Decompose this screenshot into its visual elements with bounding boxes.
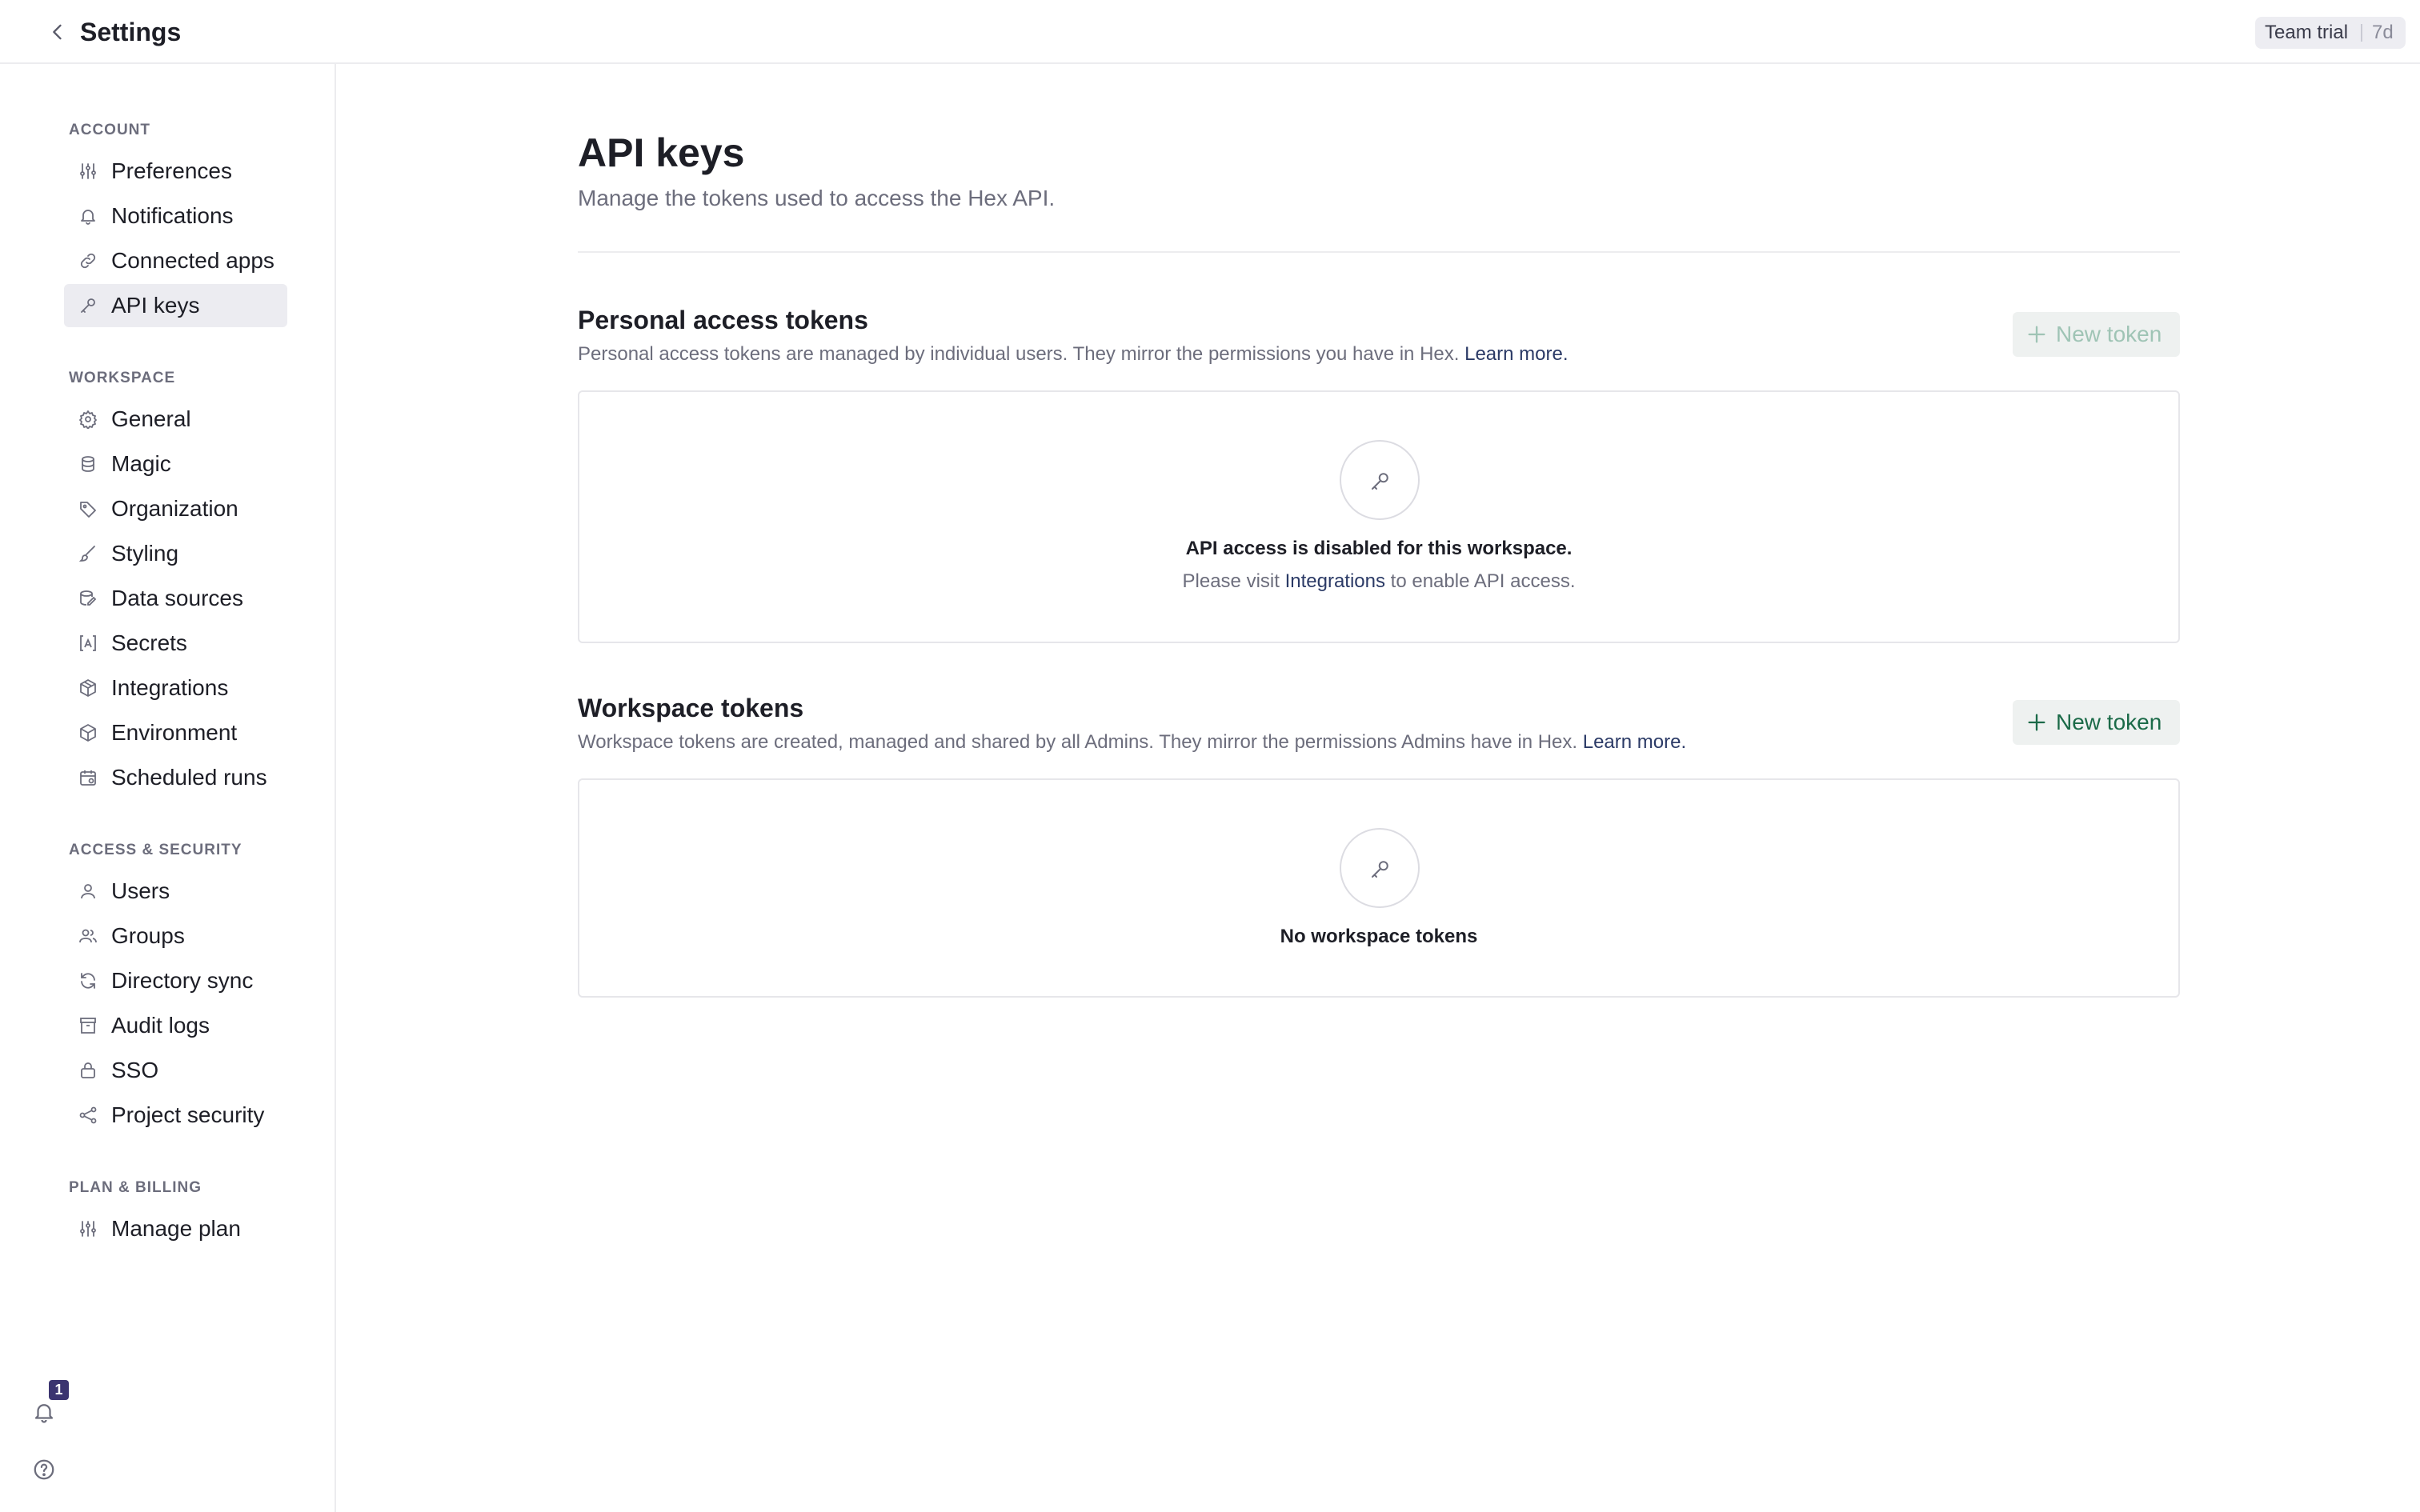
tag-icon [78, 499, 98, 518]
link-icon [78, 251, 98, 270]
sidebar-item-secrets[interactable] [64, 622, 287, 665]
help-circle-icon[interactable] [32, 1458, 56, 1482]
sync-icon [78, 971, 98, 990]
magic-icon [78, 454, 98, 474]
package-icon [78, 678, 98, 698]
page-subtitle: Manage the tokens used to access the Hex API. [578, 186, 1056, 210]
sidebar-item-label: Manage plan [111, 1216, 241, 1241]
sidebar-item-label: Magic [111, 451, 171, 476]
sidebar-item-scheduled-runs[interactable] [64, 756, 287, 799]
users-icon [78, 926, 98, 946]
sidebar-item-directory-sync[interactable] [64, 959, 287, 1002]
sidebar-item-label: Data sources [111, 586, 243, 610]
share-icon [78, 1106, 98, 1125]
section-label-access-security: ACCESS & SECURITY [69, 842, 242, 858]
sidebar-item-label: Users [111, 878, 170, 903]
personal-tokens-description-text: Personal access tokens are managed by individual users. They mirror the permissions you have in Hex. [578, 343, 1460, 365]
sidebar-item-label: General [111, 406, 191, 431]
calendar-icon [78, 768, 98, 787]
section-label-account: ACCOUNT [69, 122, 150, 138]
sidebar-item-users[interactable] [64, 870, 287, 913]
sidebar-item-connected-apps[interactable] [64, 239, 287, 282]
sidebar-item-label: API keys [111, 293, 200, 318]
sidebar-item-label: Scheduled runs [111, 765, 267, 790]
sidebar-item-data-sources[interactable] [64, 577, 287, 620]
empty-state-title: No workspace tokens [1280, 926, 1478, 947]
sidebar-item-environment[interactable] [64, 711, 287, 754]
bell-icon [78, 206, 98, 226]
workspace-tokens-empty-card [578, 778, 2180, 998]
sidebar-item-label: Secrets [111, 630, 187, 655]
empty-state-title: API access is disabled for this workspace. [1185, 538, 1573, 559]
trial-divider [2361, 24, 2362, 42]
key-icon-circle [1340, 828, 1420, 908]
sidebar-item-label: Directory sync [111, 968, 254, 993]
settings-sidebar [0, 64, 336, 1512]
top-bar [0, 0, 2420, 64]
sidebar-item-groups[interactable] [64, 914, 287, 958]
workspace-learn-more-link[interactable]: Learn more. [1582, 731, 1687, 753]
divider [578, 251, 2180, 253]
empty-state-text [579, 570, 2178, 594]
brush-icon [78, 544, 98, 563]
app-title: Settings [80, 18, 182, 46]
workspace-tokens-title: Workspace tokens [578, 694, 804, 722]
sidebar-item-label: Notifications [111, 203, 234, 228]
archive-icon [78, 1016, 98, 1035]
bell-icon[interactable] [32, 1400, 56, 1424]
sidebar-item-label: Groups [111, 923, 185, 948]
personal-tokens-empty-card [578, 390, 2180, 643]
plus-icon [2025, 323, 2048, 346]
sidebar-item-label: SSO [111, 1058, 159, 1082]
key-icon [78, 296, 98, 315]
sidebar-item-magic[interactable] [64, 442, 287, 486]
user-icon [78, 882, 98, 901]
sidebar-item-organization[interactable] [64, 487, 287, 530]
sidebar-item-general[interactable] [64, 398, 287, 441]
new-token-label: New token [2056, 710, 2162, 734]
section-label-workspace: WORKSPACE [69, 370, 176, 386]
cube-icon [78, 723, 98, 742]
new-personal-token-button[interactable] [2013, 312, 2180, 357]
sidebar-item-label: Integrations [111, 675, 229, 700]
sidebar-item-integrations[interactable] [64, 666, 287, 710]
sidebar-item-label: Project security [111, 1102, 265, 1127]
sliders-icon [78, 162, 98, 181]
sidebar-item-api-keys[interactable] [64, 284, 287, 327]
gear-icon [78, 410, 98, 429]
integrations-link[interactable]: Integrations [1284, 570, 1385, 592]
database-icon [78, 589, 98, 608]
sidebar-item-label: Connected apps [111, 248, 274, 273]
plus-icon [2025, 711, 2048, 734]
trial-badge[interactable] [2255, 17, 2406, 49]
empty-state-text-post: to enable API access. [1390, 570, 1576, 592]
notification-badge: 1 [49, 1380, 69, 1400]
sidebar-item-label: Audit logs [111, 1013, 210, 1038]
sidebar-item-label: Organization [111, 496, 238, 521]
sidebar-item-audit-logs[interactable] [64, 1004, 287, 1047]
personal-tokens-title: Personal access tokens [578, 306, 868, 334]
trial-label: Team trial [2265, 22, 2349, 43]
sidebar-item-label: Styling [111, 541, 179, 566]
sidebar-item-styling[interactable] [64, 532, 287, 575]
sliders-icon [78, 1219, 98, 1238]
workspace-tokens-description-text: Workspace tokens are created, managed and shared by all Admins. They mirror the permissions Admins have in Hex. [578, 731, 1578, 753]
personal-tokens-description [578, 342, 1569, 366]
empty-state-text-pre: Please visit [1182, 570, 1280, 592]
page-title: API keys [578, 130, 745, 175]
chevron-left-icon[interactable] [46, 21, 69, 43]
secret-icon [78, 634, 98, 653]
sidebar-item-label: Preferences [111, 158, 232, 183]
sidebar-item-label: Environment [111, 720, 238, 745]
sidebar-item-sso[interactable] [64, 1049, 287, 1092]
personal-learn-more-link[interactable]: Learn more. [1464, 343, 1569, 365]
lock-icon [78, 1061, 98, 1080]
key-icon-circle [1340, 440, 1420, 520]
sidebar-item-preferences[interactable] [64, 150, 287, 193]
section-label-plan-billing: PLAN & BILLING [69, 1179, 202, 1196]
sidebar-item-notifications[interactable] [64, 194, 287, 238]
trial-days: 7d [2372, 22, 2394, 43]
workspace-tokens-description [578, 730, 1686, 754]
new-workspace-token-button[interactable] [2013, 700, 2180, 745]
sidebar-item-project-security[interactable] [64, 1094, 287, 1137]
sidebar-item-manage-plan[interactable] [64, 1207, 287, 1250]
new-token-label: New token [2056, 322, 2162, 346]
